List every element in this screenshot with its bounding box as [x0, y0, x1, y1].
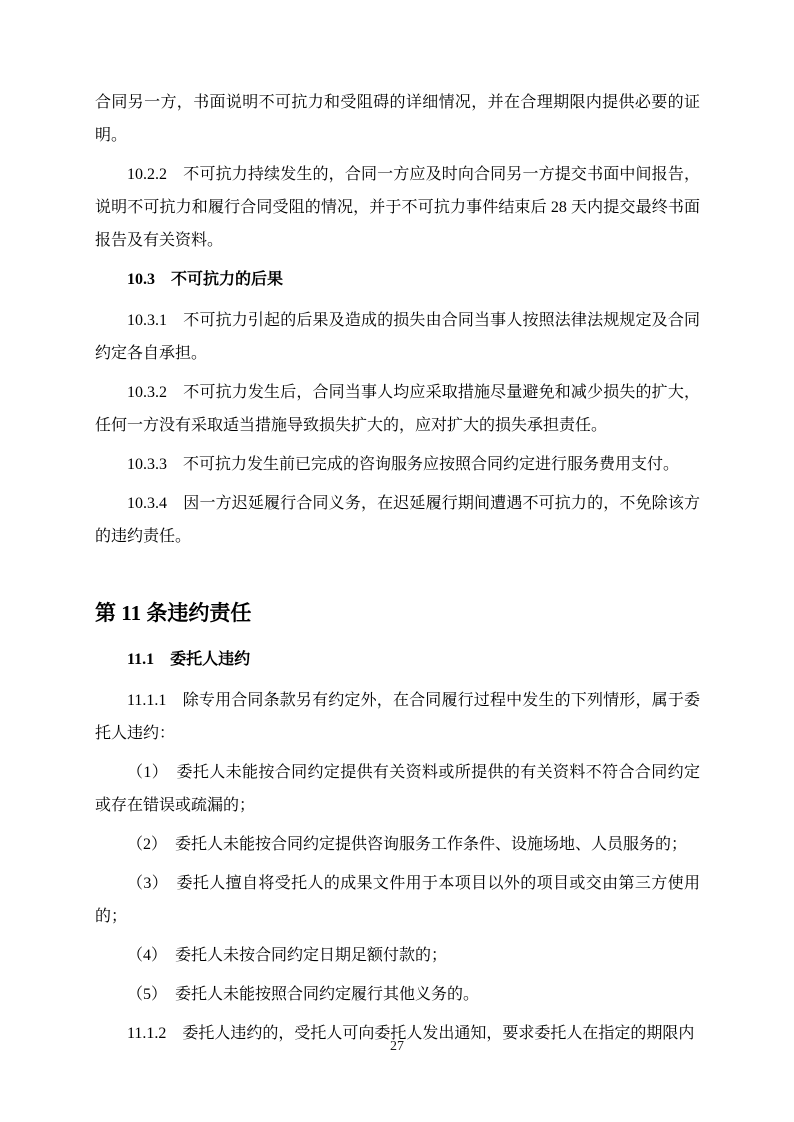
- list-item-4: （4） 委托人未按合同约定日期足额付款的；: [127, 947, 448, 964]
- heading-10-3: 10.3 不可抗力的后果: [127, 271, 284, 288]
- document-body: [95, 86, 700, 1050]
- paragraph-11-1-2: 11.1.2 委托人违约的，受托人可向委托人发出通知，要求委托人在指定的期限内: [127, 1025, 695, 1042]
- paragraph-10-2-1-continuation: 合同另一方，书面说明不可抗力和受阻碍的详细情况，并在合理期限内提供必要的证明。: [95, 94, 700, 144]
- paragraph-11-1-1: 11.1.1 除专用合同条款另有约定外，在合同履行过程中发生的下列情形，属于委托人违约：: [95, 692, 700, 742]
- paragraph-10-3-4: 10.3.4 因一方迟延履行合同义务，在迟延履行期间遭遇不可抗力的，不免除该方的违约责任。: [95, 495, 700, 545]
- paragraph-10-3-1: 10.3.1 不可抗力引起的后果及造成的损失由合同当事人按照法律法规规定及合同约定各自承担。: [95, 312, 700, 362]
- page-number: 27: [390, 1039, 404, 1054]
- list-item-3: （3） 委托人擅自将受托人的成果文件用于本项目以外的项目或交由第三方使用的；: [95, 875, 700, 925]
- list-item-2: （2） 委托人未能按合同约定提供咨询服务工作条件、设施场地、人员服务的；: [127, 836, 688, 853]
- list-item-5: （5） 委托人未能按照合同约定履行其他义务的。: [127, 986, 480, 1003]
- heading-11-1: 11.1 委托人违约: [127, 651, 251, 668]
- paragraph-10-3-2: 10.3.2 不可抗力发生后，合同当事人均应采取措施尽量避免和减少损失的扩大，任何一方没有采取适当措施导致损失扩大的，应对扩大的损失承担责任。: [95, 384, 700, 434]
- heading-chapter-11: 第 11 条违约责任: [95, 601, 252, 625]
- list-item-1: （1） 委托人未能按合同约定提供有关资料或所提供的有关资料不符合合同约定或存在错误或疏漏的；: [95, 764, 700, 814]
- paragraph-10-3-3: 10.3.3 不可抗力发生前已完成的咨询服务应按照合同约定进行服务费用支付。: [127, 456, 680, 473]
- paragraph-10-2-2: 10.2.2 不可抗力持续发生的，合同一方应及时向合同另一方提交书面中间报告，说明不可抗力和履行合同受阻的情况，并于不可抗力事件结束后 28 天内提交最终书面报告及有关资料。: [95, 166, 700, 249]
